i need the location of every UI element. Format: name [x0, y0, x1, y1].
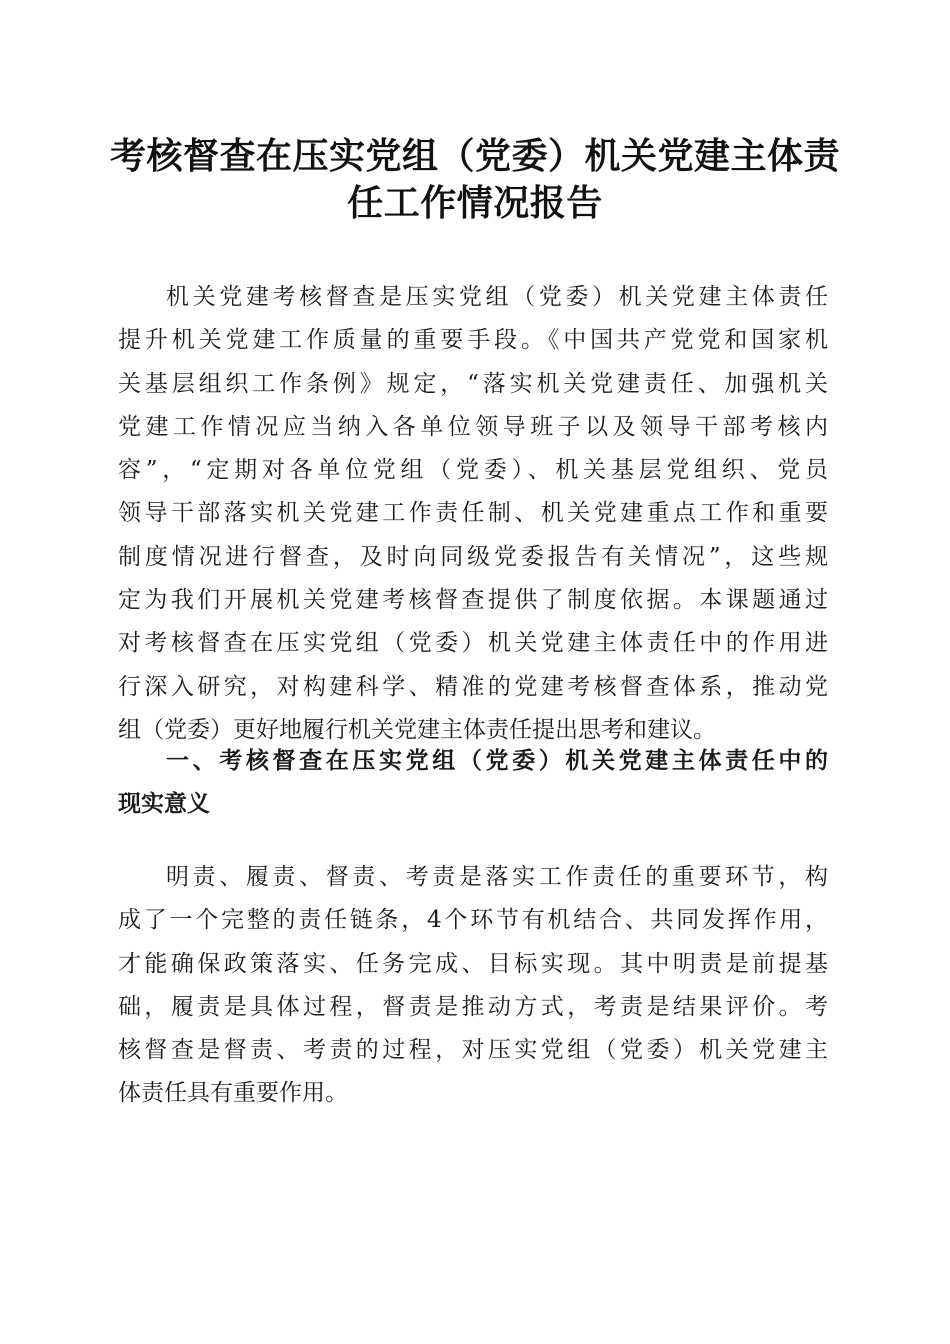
paragraph-line: 行深入研究，对构建科学、精准的党建考核督查体系，推动党 — [118, 673, 828, 700]
paragraph-line: 组（党委）更好地履行机关党建主体责任提出思考和建议。 — [118, 716, 716, 743]
section-paragraph — [118, 856, 828, 1116]
paragraph-line: 成了一个完整的责任链条，4个环节有机结合、共同发挥作用， — [118, 907, 828, 934]
paragraph-line: 制度情况进行督查，及时向同级党委报告有关情况”，这些规 — [118, 543, 828, 570]
paragraph-line: 体责任具有重要作用。 — [118, 1080, 348, 1107]
paragraph-line: 才能确保政策落实、任务完成、目标实现。其中明责是前提基 — [118, 950, 828, 977]
paragraph-line: 机关党建考核督查是压实党组（党委）机关党建主体责任 — [166, 284, 828, 310]
paragraph-line: 对考核督查在压实党组（党委）机关党建主体责任中的作用进 — [118, 630, 828, 657]
paragraph-line: 础，履责是具体过程，督责是推动方式，考责是结果评价。考 — [118, 993, 828, 1020]
document-title — [110, 133, 840, 227]
paragraph-line: 领导干部落实机关党建工作责任制、机关党建重点工作和重要 — [118, 500, 828, 527]
paragraph-line: 容”，“定期对各单位党组（党委）、机关基层党组织、党员 — [118, 457, 828, 484]
paragraph-line: 提升机关党建工作质量的重要手段。《中国共产党党和国家机 — [118, 327, 828, 354]
paragraph-line: 关基层组织工作条例》规定，“落实机关党建责任、加强机关 — [118, 370, 828, 397]
heading-line: 一、考核督查在压实党组（党委）机关党建主体责任中的 — [166, 748, 828, 774]
paragraph-line: 明责、履责、督责、考责是落实工作责任的重要环节，构 — [166, 864, 828, 890]
intro-paragraph — [118, 276, 828, 752]
paragraph-line: 核督查是督责、考责的过程，对压实党组（党委）机关党建主 — [118, 1037, 828, 1064]
section-heading — [118, 740, 828, 827]
title-line: 任工作情况报告 — [347, 182, 603, 224]
paragraph-line: 定为我们开展机关党建考核督查提供了制度依据。本课题通过 — [118, 587, 828, 614]
paragraph-line: 党建工作情况应当纳入各单位领导班子以及领导干部考核内 — [118, 413, 828, 440]
heading-line: 现实意义 — [118, 791, 210, 818]
title-line: 考核督查在压实党组（党委）机关党建主体责 — [110, 135, 841, 177]
